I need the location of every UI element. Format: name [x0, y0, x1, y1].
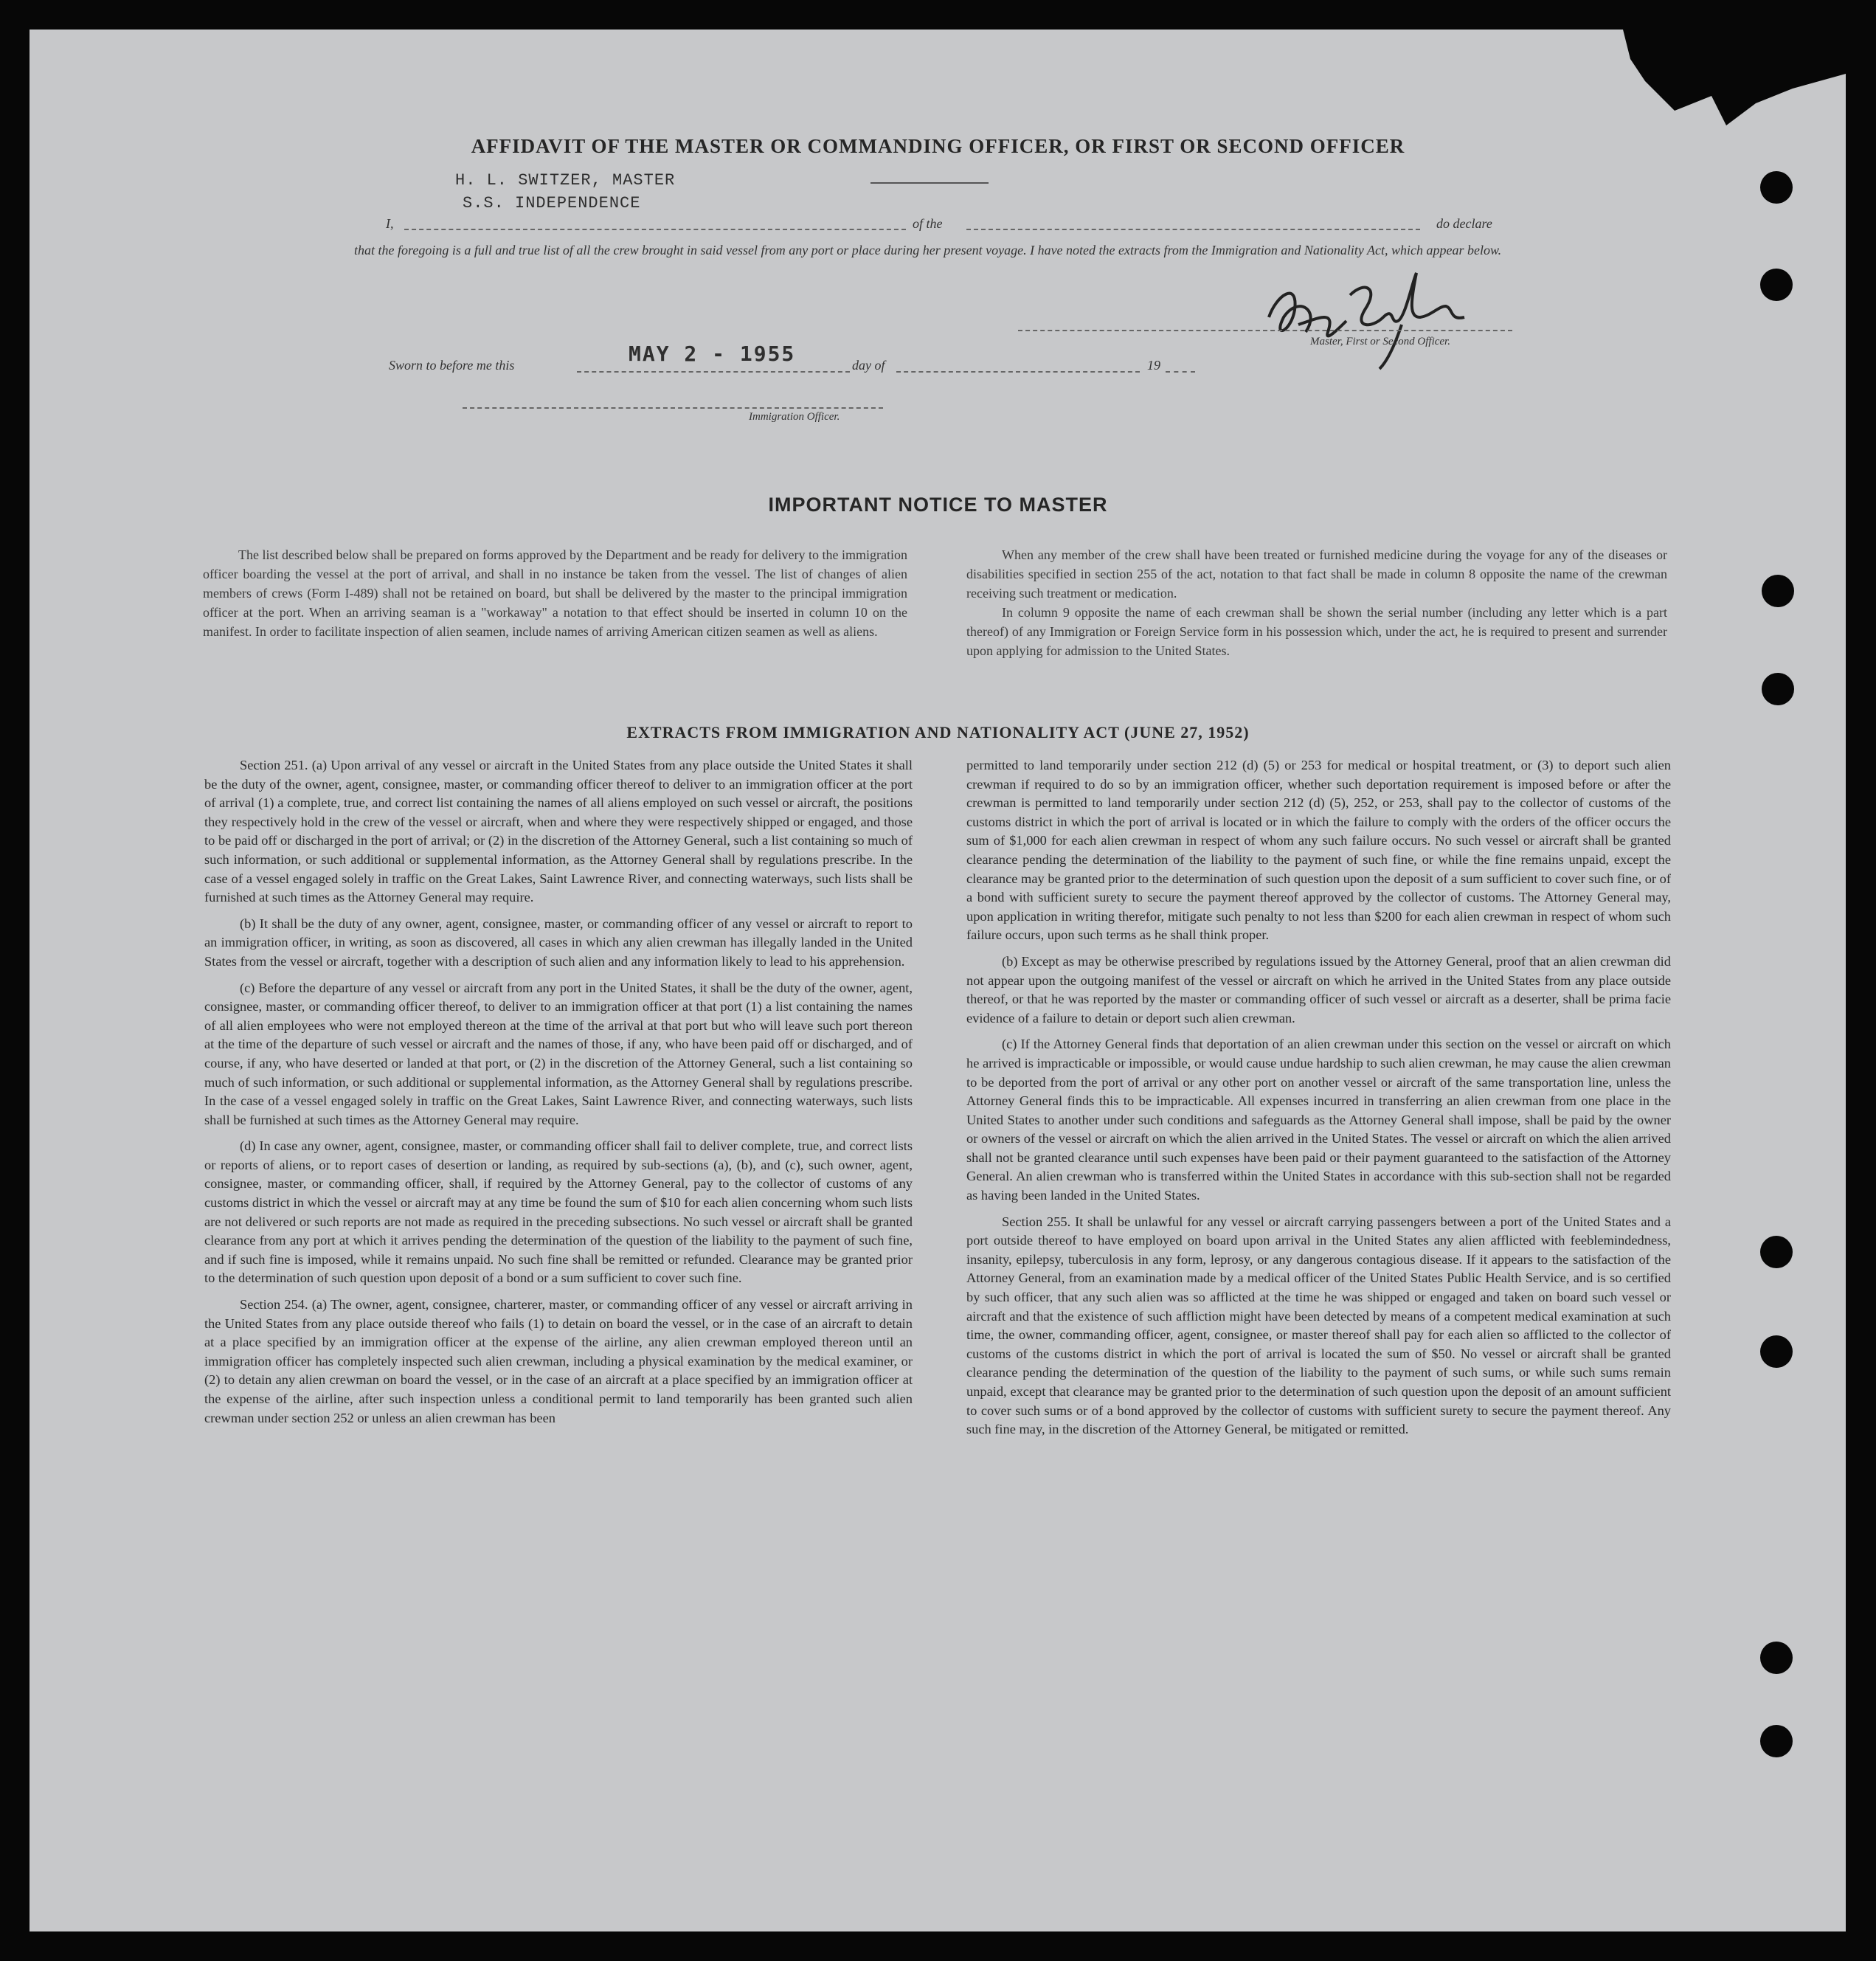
vessel-line — [966, 229, 1420, 230]
affidavit-statement: that the foregoing is a full and true list of all the crew brought in said vessel from any port or place during her present voyage. I have noted the extracts from the Immigration and Nationality Act, which appear below. — [354, 243, 1502, 257]
notice-left-column — [203, 545, 907, 641]
affidavit-title: AFFIDAVIT OF THE MASTER OR COMMANDING OFFICER, OR FIRST OR SECOND OFFICER — [471, 135, 1405, 157]
punch-hole — [1762, 673, 1794, 705]
section-251-c: (c) Before the departure of any vessel or aircraft from any port in the United States, it shall be the duty of the owner, agent, consignee, master, or commanding officer thereof, to deliver to an immigration officer at that port (1) a list containing the names of all alien employees who were not employed thereon at the time of the arrival at that port but who will leave such port thereon at the time of the departure of such vessel or aircraft and the names of those, if any, who have been paid off or discharged, and of course, if any, who have deserted or landed at that port, or (2) in the discretion of the Attorney General, such a list containing so much of such information, or such additional or supplemental information, as the Attorney General shall by regulations prescribe. In the case of a vessel engaged solely in traffic on the Great Lakes, Saint Lawrence River, and connecting waterways, such lists shall be furnished at such times as the Attorney General may require. — [204, 980, 913, 1127]
title-rule — [870, 182, 989, 184]
extracts-title: EXTRACTS FROM IMMIGRATION AND NATIONALITY ACT (JUNE 27, 1952) — [626, 723, 1250, 741]
notice-right-paragraph-2: In column 9 opposite the name of each crewman shall be shown the serial number (including any letter which is a part thereof) of any Immigration or Foreign Service form in his possession which, under the act, he is required to present and surrender upon applying for admission to the United States. — [966, 605, 1667, 658]
day-of-label: day of — [852, 358, 885, 373]
extracts-left-column — [204, 756, 913, 1435]
notice-right-paragraph-1: When any member of the crew shall have been treated or furnished medicine during the voyage for any of the diseases or disabilities specified in section 255 of the act, notation to that fact shall be made in column 8 opposite the name of the crewman receiving such treatment or medication. — [966, 547, 1667, 601]
sworn-label: Sworn to before me this — [389, 358, 515, 373]
year-line — [1166, 371, 1195, 373]
punch-hole — [1762, 575, 1794, 607]
master-signature — [1254, 266, 1505, 376]
label-do-declare: do declare — [1436, 216, 1492, 231]
punch-hole — [1760, 1725, 1793, 1757]
punch-hole — [1760, 1642, 1793, 1674]
sworn-date-stamp: MAY 2 - 1955 — [629, 342, 796, 366]
notice-left-paragraph: The list described below shall be prepared on forms approved by the Department and be ready for delivery to the immigration officer boarding the vessel at the port of arrival, and shall in no instance be taken from the vessel. The list of changes of alien members of crews (Form I-489) shall not be retained on board, but shall be delivered by the master to the principal immigration officer at the port. When an arriving seaman is a "workaway" a notation to that effect should be inserted in column 10 on the manifest. In order to facilitate inspection of alien seamen, include names of arriving American citizen seamen as well as aliens. — [203, 547, 907, 639]
punch-hole — [1760, 1236, 1793, 1268]
section-254-a-continued: permitted to land temporarily under section 212 (d) (5) or 253 for medical or hospital treatment, or (3) to deport such alien crewman if required to do so by an immigration officer, whether such deportation requirement is imposed before or after the crewman is permitted to land temporarily under section 212 (d) (5), 252, or 253, shall pay to the collector of customs of the customs district in which the port of arrival is located or in which the failure to comply with the orders of the officer occurs the sum of $1,000 for each alien crewman in respect of whom any such failure occurs. No such vessel or aircraft shall be granted clearance pending the determination of the liability to the payment of such fine, or while the fine remains unpaid, except the clearance may be granted prior to the determination of such question upon the deposit of a sum sufficient to cover such fine, or of a bond with sufficient surety to secure the payment thereof approved by the collector of customs. The Attorney General may, upon application in writing therefor, mitigate such penalty to not less than $200 for each alien crewman in respect of whom such failure occurs, upon such terms as he shall think proper. — [966, 758, 1671, 943]
section-251-b: (b) It shall be the duty of any owner, agent, consignee, master, or commanding officer of any vessel or aircraft to report to an immigration officer, in writing, as soon as discovered, all cases in which any alien crewman has illegally landed in the United States from the vessel or aircraft, together with a description of such alien and any information likely to lead to his apprehension. — [204, 916, 913, 969]
section-254-b: (b) Except as may be otherwise prescribed by regulations issued by the Attorney General, proof that an alien crewman did not appear upon the outgoing manifest of the vessel or aircraft on which he arrived in the United States from any place outside thereof, or that he was reported by the master or commanding officer of such vessel or aircraft as a deserter, shall be prima facie evidence of a failure to detain or deport such alien crewman. — [966, 953, 1671, 1026]
label-of-the: of the — [913, 216, 943, 231]
typed-vessel-name: S.S. INDEPENDENCE — [463, 194, 641, 212]
signer-caption: Master, First or Second Officer. — [1310, 336, 1450, 347]
section-251-d: (d) In case any owner, agent, consignee, master, or commanding officer shall fail to deliver complete, true, and correct lists or reports of aliens, or to report cases of desertion or landing, as required by sub-sections (a), (b), and (c), such owner, agent, consignee, master, or commanding officer, shall, if required by the Attorney General, pay to the collector of customs of any customs district in which the vessel or aircraft may at any time be found the sum of $10 for each alien concerning whom such lists are not delivered or such reports are not made as required in the preceding subsections. No such vessel or aircraft shall be granted clearance from any port at which it arrives pending the determination of the question of the liability to the payment of such fine, and if such fine is imposed, while it remains unpaid. No such fine shall be remitted or refunded. Clearance may be granted prior to the determination of such question upon deposit of a bond or a sum sufficient to cover such fine. — [204, 1138, 913, 1286]
section-255: Section 255. It shall be unlawful for any vessel or aircraft carrying passengers between a port of the United States and a port outside thereof to have employed on board upon arrival in the United States any alien afflicted with feeblemindedness, insanity, epilepsy, tuberculosis in any form, leprosy, or any dangerous contagious disease. If it appears to the satisfaction of the Attorney General, from an examination made by a medical officer of the United States Public Health Service, and is so certified by such officer, that any such alien was so afflicted at the time he was shipped or engaged and taken on board such vessel or aircraft and that the existence of such affliction might have been detected by means of a competent medical examination at such time, the owner, commanding officer, agent, consignee, or master thereof shall pay for each alien so afflicted to the collector of customs of the customs district in which the port of arrival is located the sum of $50. No vessel or aircraft shall be granted clearance pending the determination of the question of the liability to the payment of such sums, or while such sums remain unpaid, except that clearance may be granted prior to the determination of such question upon the deposit of an amount sufficient to cover such sums or of a bond approved by the collector of customs with sufficient surety to secure the payment thereof. Any such fine may, in the discretion of the Attorney General, be mitigated or remitted. — [966, 1214, 1671, 1437]
label-i: I, — [386, 216, 394, 231]
officer-caption: Immigration Officer. — [749, 411, 840, 423]
section-254-c: (c) If the Attorney General finds that deportation of an alien crewman under this section on the vessel or aircraft on which he arrived is impracticable or impossible, or would cause undue hardship to such alien crewman, he may cause the alien crewman to be deported from the port of arrival or any other port on another vessel or aircraft of the same transportation line, unless the Attorney General finds this to be impracticable. All expenses incurred in transferring an alien crewman from one place in the United States to another under such conditions and safeguards as the Attorney General shall impose, shall be paid by the owner or owners of the vessel or aircraft on which the alien arrived in the United States. The vessel or aircraft on which the alien arrived shall not be granted clearance until such expenses have been paid or their payment guaranteed to the satisfaction of the Attorney General. An alien crewman who is transferred within the United States in accordance with this sub-section shall not be regarded as having been landed in the United States. — [966, 1037, 1671, 1203]
signature-line — [1018, 330, 1512, 331]
notice-title: IMPORTANT NOTICE TO MASTER — [768, 494, 1108, 516]
extracts-right-column — [966, 756, 1671, 1447]
officer-signature-line — [463, 407, 883, 409]
section-251-a: Section 251. (a) Upon arrival of any vessel or aircraft in the United States from any place outside the United States it shall be the duty of the owner, agent, consignee, master, or commanding officer thereof to deliver to an immigration officer at the port of arrival (1) a complete, true, and correct list containing the names of all aliens employed on such vessel or aircraft, the positions they respectively hold in the crew of the vessel or aircraft, when and where they were respectively shipped or engaged, and those to be paid off or discharged in the port of arrival; or (2) in the discretion of the Attorney General, such a list containing so much of such information, or such additional or supplemental information, as the Attorney General shall by regulations prescribe. In the case of a vessel engaged solely in traffic on the Great Lakes, Saint Lawrence River, and connecting waterways, such lists shall be furnished at such times as the Attorney General may require. — [204, 758, 913, 905]
month-line — [896, 371, 1140, 373]
punch-hole — [1760, 171, 1793, 204]
punch-hole — [1760, 1335, 1793, 1368]
typed-master-name: H. L. SWITZER, MASTER — [455, 171, 676, 190]
name-line — [404, 229, 906, 230]
notice-right-column — [966, 545, 1667, 660]
punch-hole — [1760, 269, 1793, 301]
sworn-date-line — [577, 371, 850, 373]
section-254-a: Section 254. (a) The owner, agent, consignee, charterer, master, or commanding officer of any vessel or aircraft arriving in the United States from any place outside thereof who fails (1) to detain on board the vessel, or in the case of an aircraft to detain at a place specified by an immigration officer at the expense of the airline, any alien crewman employed thereon until an immigration officer has completely inspected such alien crewman, including a physical examination by the medical examiner, or (2) to detain any alien crewman on board the vessel, or in the case of an aircraft at a place specified by an immigration officer at the expense of the airline, after such inspection unless a conditional permit to land temporarily has been granted such alien crewman under section 252 or unless an alien crewman has been — [204, 1297, 913, 1425]
year-label: 19 — [1147, 358, 1160, 373]
